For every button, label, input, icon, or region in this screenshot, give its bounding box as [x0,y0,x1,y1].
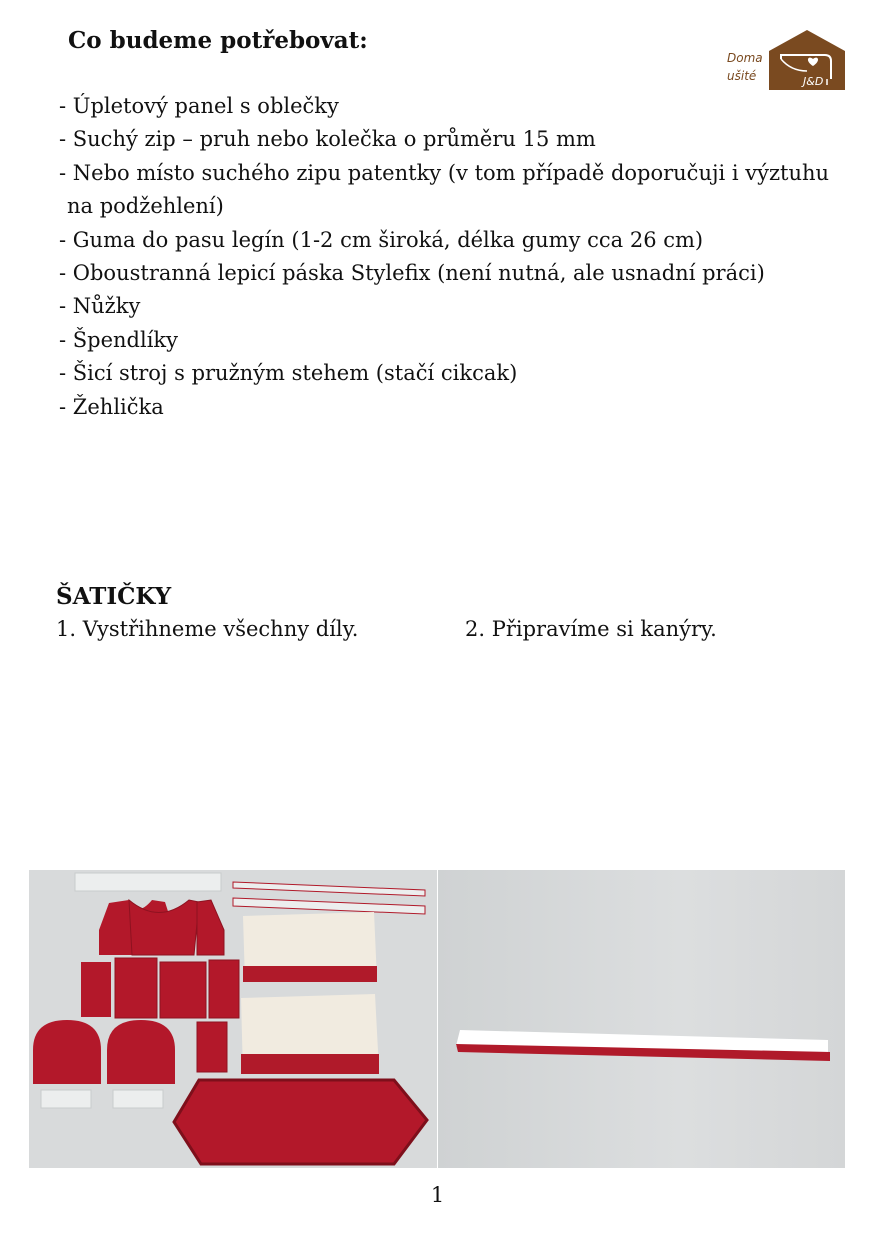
section-title: ŠATIČKY [56,583,172,610]
logo-initials: J&D [803,75,824,88]
logo-text-line1: Doma [727,51,763,65]
list-item: - Oboustranná lepicí páska Stylefix (není nutná, ale usnadní práci) [59,261,765,286]
photo-ruffle-strip [438,870,845,1168]
list-item: - Nebo místo suchého zipu patentky (v tom případě doporučuji i výztuhu [59,160,830,185]
step-2-text: 2. Připravíme si kanýry. [465,617,717,641]
list-item: - Šicí stroj s pružným stehem (stačí cikcak) [59,361,518,386]
list-item: - Guma do pasu legín (1-2 cm široká, délka gumy cca 26 cm) [59,227,704,252]
photo-cut-pieces [29,870,437,1168]
ruffle-strip-illustration [438,870,845,1168]
cut-pieces-illustration [29,870,437,1168]
list-item: - Žehlička [59,394,164,419]
materials-list [59,90,829,424]
list-item: - Suchý zip – pruh nebo kolečka o průměru 15 mm [59,127,596,152]
step-1-text: 1. Vystřihneme všechny díly. [56,617,359,641]
list-item-continuation-text: na podžehlení) [67,194,224,219]
page-title: Co budeme potřebovat: [68,27,368,54]
logo-text-line2: ušité [727,69,757,83]
list-item-continuation [59,190,829,223]
sewing-machine-house-icon [769,29,845,91]
list-item: - Špendlíky [59,327,179,352]
list-item: - Úpletový panel s oblečky [59,94,339,118]
list-item: - Nůžky [59,294,141,319]
doma-usite-logo [727,29,845,91]
page-number: 1 [430,1183,445,1207]
